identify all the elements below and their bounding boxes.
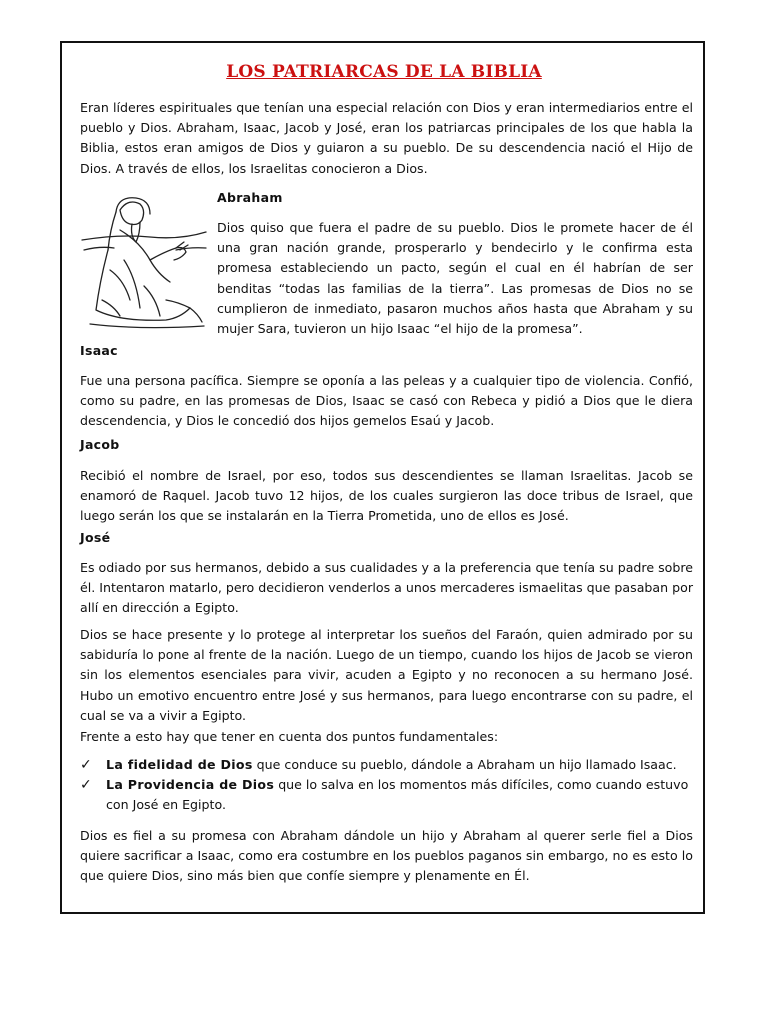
point-text: que lo salva en los momentos más difíciles, como cuando estuvo con José en Egipto. [106, 777, 689, 813]
jose-paragraph-1: Es odiado por sus hermanos, debido a sus cualidades y a la preferencia que tenía su padre sobre él. Intentaron matarlo, pero decidieron venderlos a unos mercaderes ismaelitas que pasaban por allí en dirección a Egipto. [80, 560, 693, 616]
page-title: LOS PATRIARCAS DE LA BIBLIA [226, 62, 542, 82]
points-intro: Frente a esto hay que tener en cuenta dos puntos fundamentales: [80, 729, 499, 744]
point-term: La Providencia de Dios [106, 777, 275, 793]
jacob-heading: Jacob [80, 437, 120, 452]
list-item [80, 775, 693, 815]
abraham-paragraph: Dios quiso que fuera el padre de su pueblo. Dios le promete hacer de él una gran nación grande, prosperarlo y bendecirlo y le confirma esta promesa estableciendo un pacto, según el cual en él habrían de ser benditas “todas las familias de la tierra”. Las promesas de Dios no se cumplieron de inmediato, pasaron muchos años hasta que Abraham y su mujer Sara, tuvieron un hijo Isaac “el hijo de la promesa”. [217, 220, 693, 337]
point-term: La fidelidad de Dios [106, 757, 253, 772]
jacob-paragraph: Recibió el nombre de Israel, por eso, todos sus descendientes se llaman Israelitas. Jacob se enamoró de Raquel. Jacob tuvo 12 hijos, de los cuales surgieron las doce tribus de Israel, que luego serán los que se instalarán en la Tierra Prometida, uno de ellos es José. [80, 468, 693, 524]
point-text: que conduce su pueblo, dándole a Abraham un hijo llamado Isaac. [252, 757, 677, 772]
list-item [80, 755, 693, 775]
isaac-heading: Isaac [80, 343, 118, 358]
conclusion-paragraph: Dios es fiel a su promesa con Abraham dándole un hijo y Abraham al querer serle fiel a Dios quiere sacrificar a Isaac, como era costumbre en los pueblos paganos sin embargo, no es esto lo que quiere Dios, sino más bien que confíe siempre y plenamente en Él. [80, 828, 693, 884]
checkmark-icon: ✓ [80, 777, 92, 794]
points-list [80, 755, 693, 816]
abraham-heading: Abraham [217, 190, 283, 205]
intro-paragraph: Eran líderes espirituales que tenían una especial relación con Dios y eran intermediarios entre el pueblo y Dios. Abraham, Isaac, Jacob y José, eran los patriarcas principales de los que habla la Biblia, estos eran amigos de Dios y guiaron a su pueblo. De su descendencia nació el Hijo de Dios. A través de ellos, los Israelitas conocieron a Dios. [80, 100, 693, 176]
jose-paragraph-2: Dios se hace presente y lo protege al interpretar los sueños del Faraón, quien admirado por su sabiduría lo pone al frente de la nación. Luego de un tiempo, cuando los hijos de Jacob se vieron sin los elementos esenciales para vivir, acuden a Egipto y no reconocen a su hermano José. Hubo un emotivo encuentro entre José y sus hermanos, para luego encontrarse con su padre, el cual se va a vivir a Egipto. [80, 627, 693, 723]
isaac-paragraph: Fue una persona pacífica. Siempre se oponía a las peleas y a cualquier tipo de violencia. Confió, como su padre, en las promesas de Dios, Isaac se casó con Rebeca y pidió a Dios que le diera descendencia, y Dios le concedió dos hijos gemelos Esaú y Jacob. [80, 373, 693, 429]
checkmark-icon: ✓ [80, 757, 92, 773]
jose-heading: José [80, 530, 111, 545]
praying-man-illustration [80, 190, 208, 330]
